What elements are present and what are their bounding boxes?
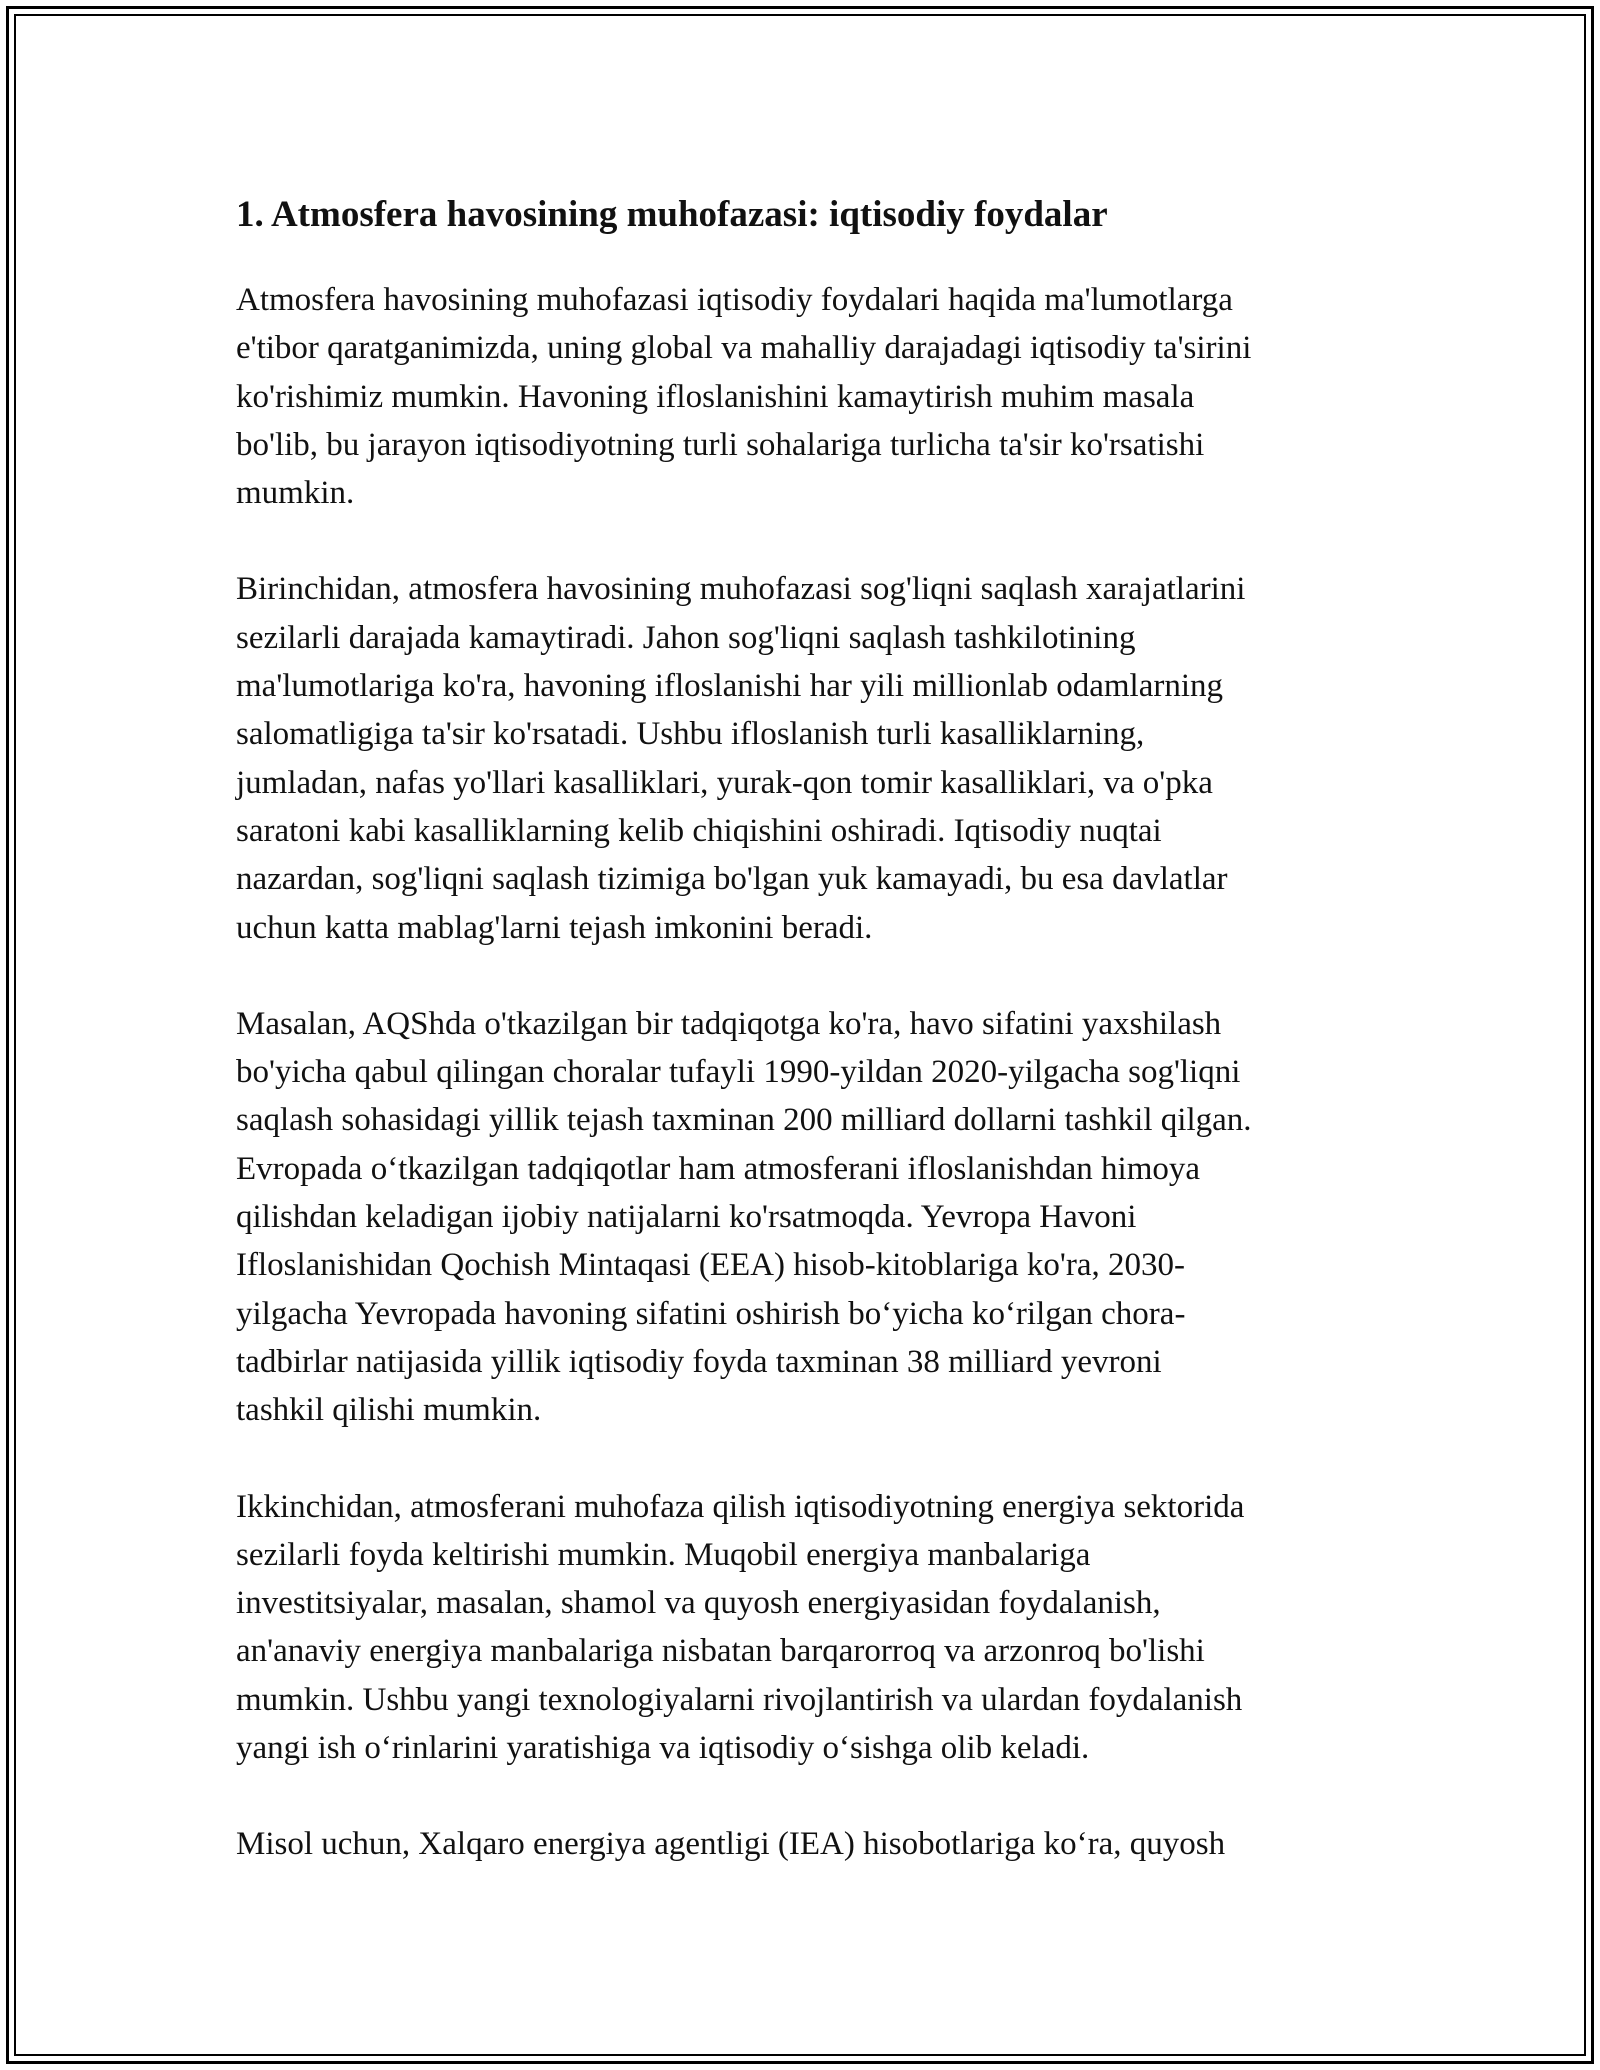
text-line: yilgacha Yevropada havoning sifatini oshirish bo‘yicha ko‘rilgan chora- bbox=[236, 1295, 1186, 1332]
paragraph-4 bbox=[236, 1483, 1376, 1773]
text-line: jumladan, nafas yo'llari kasalliklari, yurak-qon tomir kasalliklari, va o'pka bbox=[236, 764, 1213, 801]
text-line: yangi ish o‘rinlarini yaratishiga va iqtisodiy o‘sishga olib keladi. bbox=[236, 1730, 1090, 1767]
text-line: saqlash sohasidagi yillik tejash taxminan 200 milliard dollarni tashkil qilgan. bbox=[236, 1102, 1252, 1139]
paragraph-1 bbox=[236, 276, 1376, 517]
text-line: sezilarli darajada kamaytiradi. Jahon sog'liqni saqlash tashkilotining bbox=[236, 619, 1136, 656]
text-line: uchun katta mablag'larni tejash imkonini beradi. bbox=[236, 909, 873, 946]
text-line: investitsiyalar, masalan, shamol va quyosh energiyasidan foydalanish, bbox=[236, 1585, 1161, 1622]
text-line: Masalan, AQShda o'tkazilgan bir tadqiqotga ko'ra, havo sifatini yaxshilash bbox=[236, 1005, 1222, 1042]
text-line: nazardan, sog'liqni saqlash tizimiga bo'lgan yuk kamayadi, bu esa davlatlar bbox=[236, 861, 1228, 898]
document-body bbox=[236, 182, 1376, 1917]
text-line: saratoni kabi kasalliklarning kelib chiqishini oshiradi. Iqtisodiy nuqtai bbox=[236, 812, 1162, 849]
text-line: salomatligiga ta'sir ko'rsatadi. Ushbu ifloslanish turli kasalliklarning, bbox=[236, 716, 1145, 753]
text-line: Ikkinchidan, atmosferani muhofaza qilish iqtisodiyotning energiya sektorida bbox=[236, 1488, 1245, 1525]
text-line: e'tibor qaratganimizda, uning global va mahalliy darajadagi iqtisodiy ta'sirini bbox=[236, 330, 1252, 367]
text-line: bo'yicha qabul qilingan choralar tufayli 1990-yildan 2020-yilgacha sog'liqni bbox=[236, 1054, 1241, 1091]
text-line: sezilarli foyda keltirishi mumkin. Muqobil energiya manbalariga bbox=[236, 1536, 1091, 1573]
text-line: Atmosfera havosining muhofazasi iqtisodiy foydalari haqida ma'lumotlarga bbox=[236, 282, 1233, 318]
text-line: tadbirlar natijasida yillik iqtisodiy foyda taxminan 38 milliard yevroni bbox=[236, 1343, 1162, 1380]
text-line: an'anaviy energiya manbalariga nisbatan barqarorroq va arzonroq bo'lishi bbox=[236, 1633, 1205, 1670]
text-line: Ifloslanishidan Qochish Mintaqasi (EEA) hisob-kitoblariga ko'ra, 2030- bbox=[236, 1247, 1186, 1284]
text-line: bo'lib, bu jarayon iqtisodiyotning turli sohalariga turlicha ta'sir ko'rsatishi bbox=[236, 426, 1205, 463]
text-line: Misol uchun, Xalqaro energiya agentligi (IEA) hisobotlariga ko‘ra, quyosh bbox=[236, 1826, 1226, 1863]
text-line: mumkin. Ushbu yangi texnologiyalarni rivojlantirish va ulardan foydalanish bbox=[236, 1681, 1243, 1718]
paragraph-3 bbox=[236, 1000, 1376, 1435]
paragraph-5 bbox=[236, 1820, 1376, 1868]
text-line: Birinchidan, atmosfera havosining muhofazasi sog'liqni saqlash xarajatlarini bbox=[236, 571, 1246, 608]
paragraph-2 bbox=[236, 565, 1376, 951]
text-line: qilishdan keladigan ijobiy natijalarni ko'rsatmoqda. Yevropa Havoni bbox=[236, 1199, 1137, 1236]
section-heading: 1. Atmosfera havosining muhofazasi: iqtisodiy foydalar bbox=[236, 194, 1108, 235]
text-line: Evropada o‘tkazilgan tadqiqotlar ham atmosferani ifloslanishdan himoya bbox=[236, 1150, 1201, 1187]
text-line: ko'rishimiz mumkin. Havoning ifloslanishini kamaytirish muhim masala bbox=[236, 378, 1195, 415]
text-line: ma'lumotlariga ko'ra, havoning ifloslanishi har yili millionlab odamlarning bbox=[236, 668, 1224, 705]
text-line: mumkin. bbox=[236, 475, 355, 512]
text-line: tashkil qilishi mumkin. bbox=[236, 1392, 542, 1429]
